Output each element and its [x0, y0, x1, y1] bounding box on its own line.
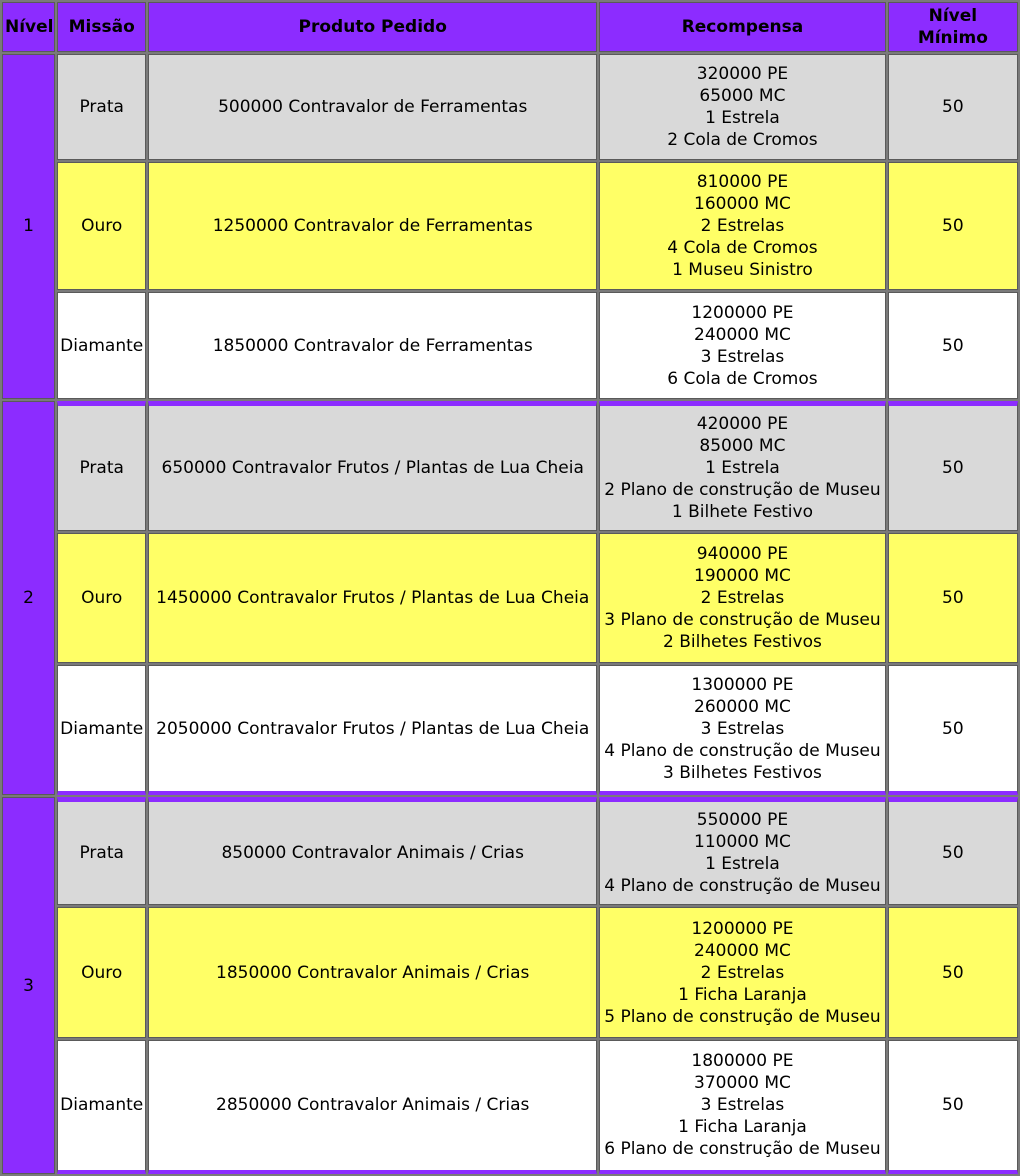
table-row [2, 1040, 1018, 1174]
product-cell: 2850000 Contravalor Animais / Crias [148, 1040, 597, 1174]
reward-cell: 320000 PE 65000 MC 1 Estrela 2 Cola de Cromos [599, 54, 886, 160]
mission-cell: Ouro [57, 907, 146, 1037]
table-row [2, 797, 1018, 905]
product-cell: 850000 Contravalor Animais / Crias [148, 797, 597, 905]
reward-cell: 940000 PE 190000 MC 2 Estrelas 3 Plano de construção de Museu 2 Bilhetes Festivos [599, 533, 886, 663]
mission-cell: Prata [57, 401, 146, 531]
mission-cell: Ouro [57, 533, 146, 663]
table-row [2, 401, 1018, 531]
reward-cell: 1300000 PE 260000 MC 3 Estrelas 4 Plano de construção de Museu 3 Bilhetes Festivos [599, 665, 886, 795]
reward-cell: 810000 PE 160000 MC 2 Estrelas 4 Cola de Cromos 1 Museu Sinistro [599, 162, 886, 290]
product-cell: 1850000 Contravalor Animais / Crias [148, 907, 597, 1037]
min-level-cell: 50 [888, 665, 1018, 795]
min-level-cell: 50 [888, 907, 1018, 1037]
product-cell: 1850000 Contravalor de Ferramentas [148, 292, 597, 398]
level-cell: 1 [2, 54, 55, 399]
min-level-cell: 50 [888, 292, 1018, 398]
mission-cell: Prata [57, 797, 146, 905]
product-cell: 2050000 Contravalor Frutos / Plantas de Lua Cheia [148, 665, 597, 795]
quests-body [2, 54, 1018, 1174]
min-level-cell: 50 [888, 401, 1018, 531]
reward-cell: 420000 PE 85000 MC 1 Estrela 2 Plano de construção de Museu 1 Bilhete Festivo [599, 401, 886, 531]
header-min-level: Nível Mínimo [888, 2, 1018, 52]
min-level-cell: 50 [888, 797, 1018, 905]
reward-cell: 1200000 PE 240000 MC 2 Estrelas 1 Ficha Laranja 5 Plano de construção de Museu [599, 907, 886, 1037]
table-row [2, 292, 1018, 398]
product-cell: 500000 Contravalor de Ferramentas [148, 54, 597, 160]
header-level: Nível [2, 2, 55, 52]
table-row [2, 907, 1018, 1037]
mission-cell: Diamante [57, 1040, 146, 1174]
table-row [2, 665, 1018, 795]
mission-cell: Ouro [57, 162, 146, 290]
min-level-cell: 50 [888, 54, 1018, 160]
product-cell: 650000 Contravalor Frutos / Plantas de Lua Cheia [148, 401, 597, 531]
min-level-cell: 50 [888, 533, 1018, 663]
header-row [2, 2, 1018, 52]
min-level-cell: 50 [888, 162, 1018, 290]
mission-cell: Diamante [57, 665, 146, 795]
level-cell: 2 [2, 401, 55, 796]
mission-cell: Diamante [57, 292, 146, 398]
min-level-cell: 50 [888, 1040, 1018, 1174]
header-mission: Missão [57, 2, 146, 52]
mission-cell: Prata [57, 54, 146, 160]
product-cell: 1250000 Contravalor de Ferramentas [148, 162, 597, 290]
table-row [2, 162, 1018, 290]
header-product: Produto Pedido [148, 2, 597, 52]
reward-cell: 1200000 PE 240000 MC 3 Estrelas 6 Cola de Cromos [599, 292, 886, 398]
reward-cell: 550000 PE 110000 MC 1 Estrela 4 Plano de construção de Museu [599, 797, 886, 905]
reward-cell: 1800000 PE 370000 MC 3 Estrelas 1 Ficha Laranja 6 Plano de construção de Museu [599, 1040, 886, 1174]
level-cell: 3 [2, 797, 55, 1174]
table-row [2, 533, 1018, 663]
product-cell: 1450000 Contravalor Frutos / Plantas de Lua Cheia [148, 533, 597, 663]
table-row [2, 54, 1018, 160]
header-reward: Recompensa [599, 2, 886, 52]
